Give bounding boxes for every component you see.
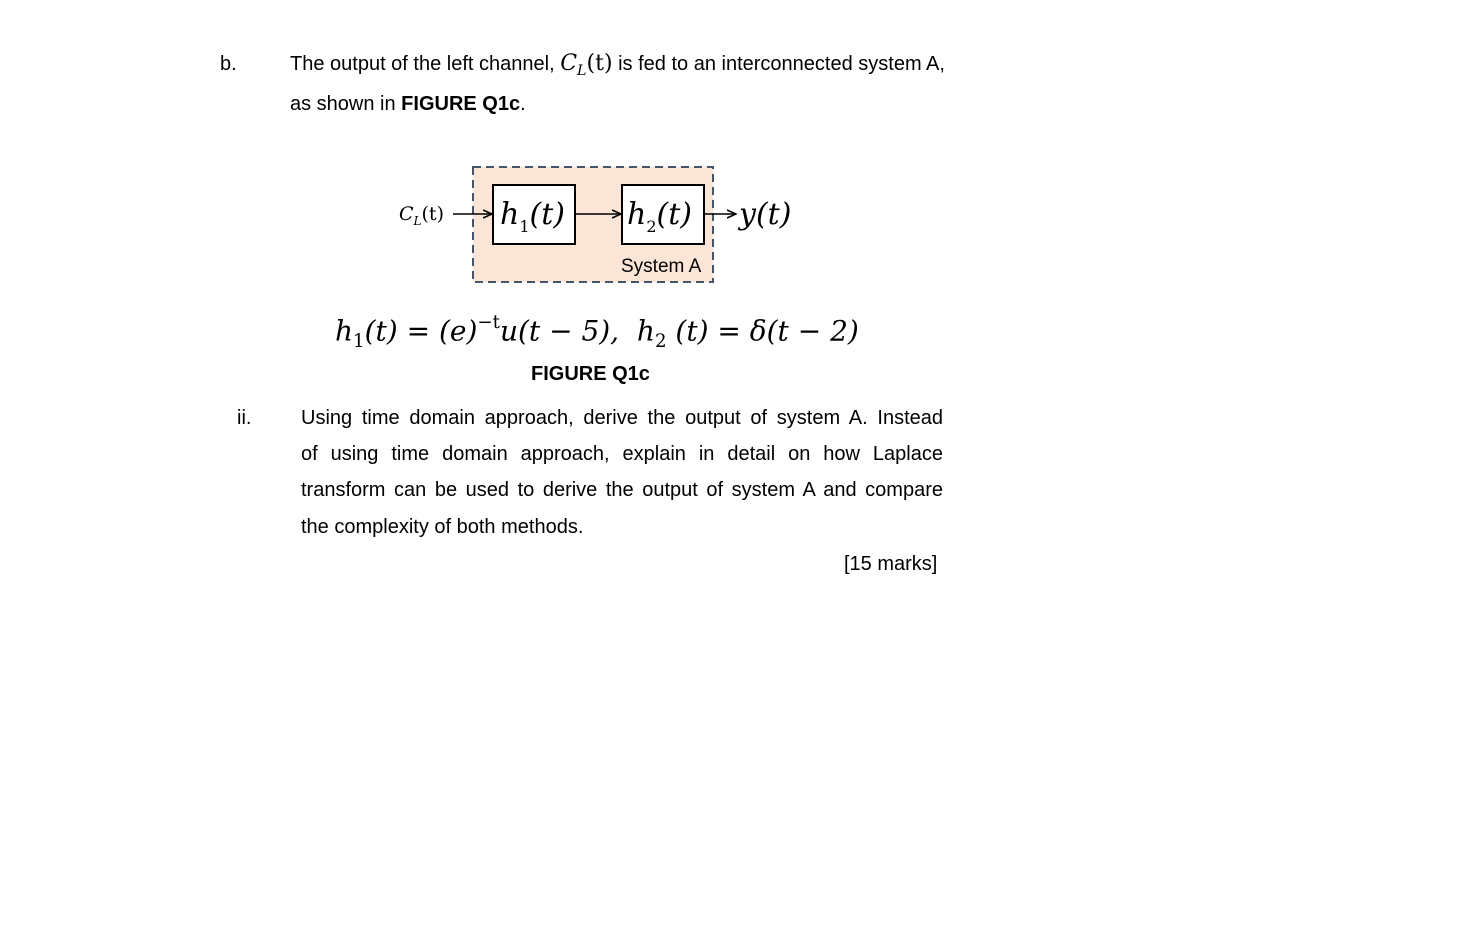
figure-caption: FIGURE Q1c [531,363,650,385]
signal-cl: $C_L(t)$ [560,51,613,79]
block-diagram [395,160,815,295]
part-ii-line-2: of using time domain approach, explain in detail on how Laplace [301,443,943,465]
part-ii-line-1: Using time domain approach, derive the output of system A. Instead [301,407,943,429]
part-b-line-1-end: is fed to an interconnected system A, [612,53,945,75]
part-ii-line-3: transform can be used to derive the output of system A and compare [301,479,943,501]
part-b-line-2: as shown in FIGURE Q1c. [290,93,526,115]
output-label: y(t) [739,197,792,232]
h1-block-label: $h_1(t)$ [500,197,565,236]
system-a-label: System A [621,256,702,277]
input-label: $C_L(t)$ [399,203,444,228]
part-b-line-1 [290,51,945,79]
part-ii-label: ii. [237,407,252,429]
part-ii-line-4: the complexity of both methods. [301,516,584,538]
figure-reference: FIGURE Q1c [401,93,521,115]
marks-allocation: [15 marks] [844,553,938,575]
h2-block-label: $h_2(t)$ [627,197,692,236]
block-diagram-svg [395,160,815,290]
part-b-line-1-start: The output of the left channel, [290,53,561,75]
part-b-label: b. [220,53,237,75]
impulse-responses-equation: $h_1(t) = (e)^{-t}u(t - 5)$, $h_2$ (t) = δ(t − 2) [335,312,859,353]
